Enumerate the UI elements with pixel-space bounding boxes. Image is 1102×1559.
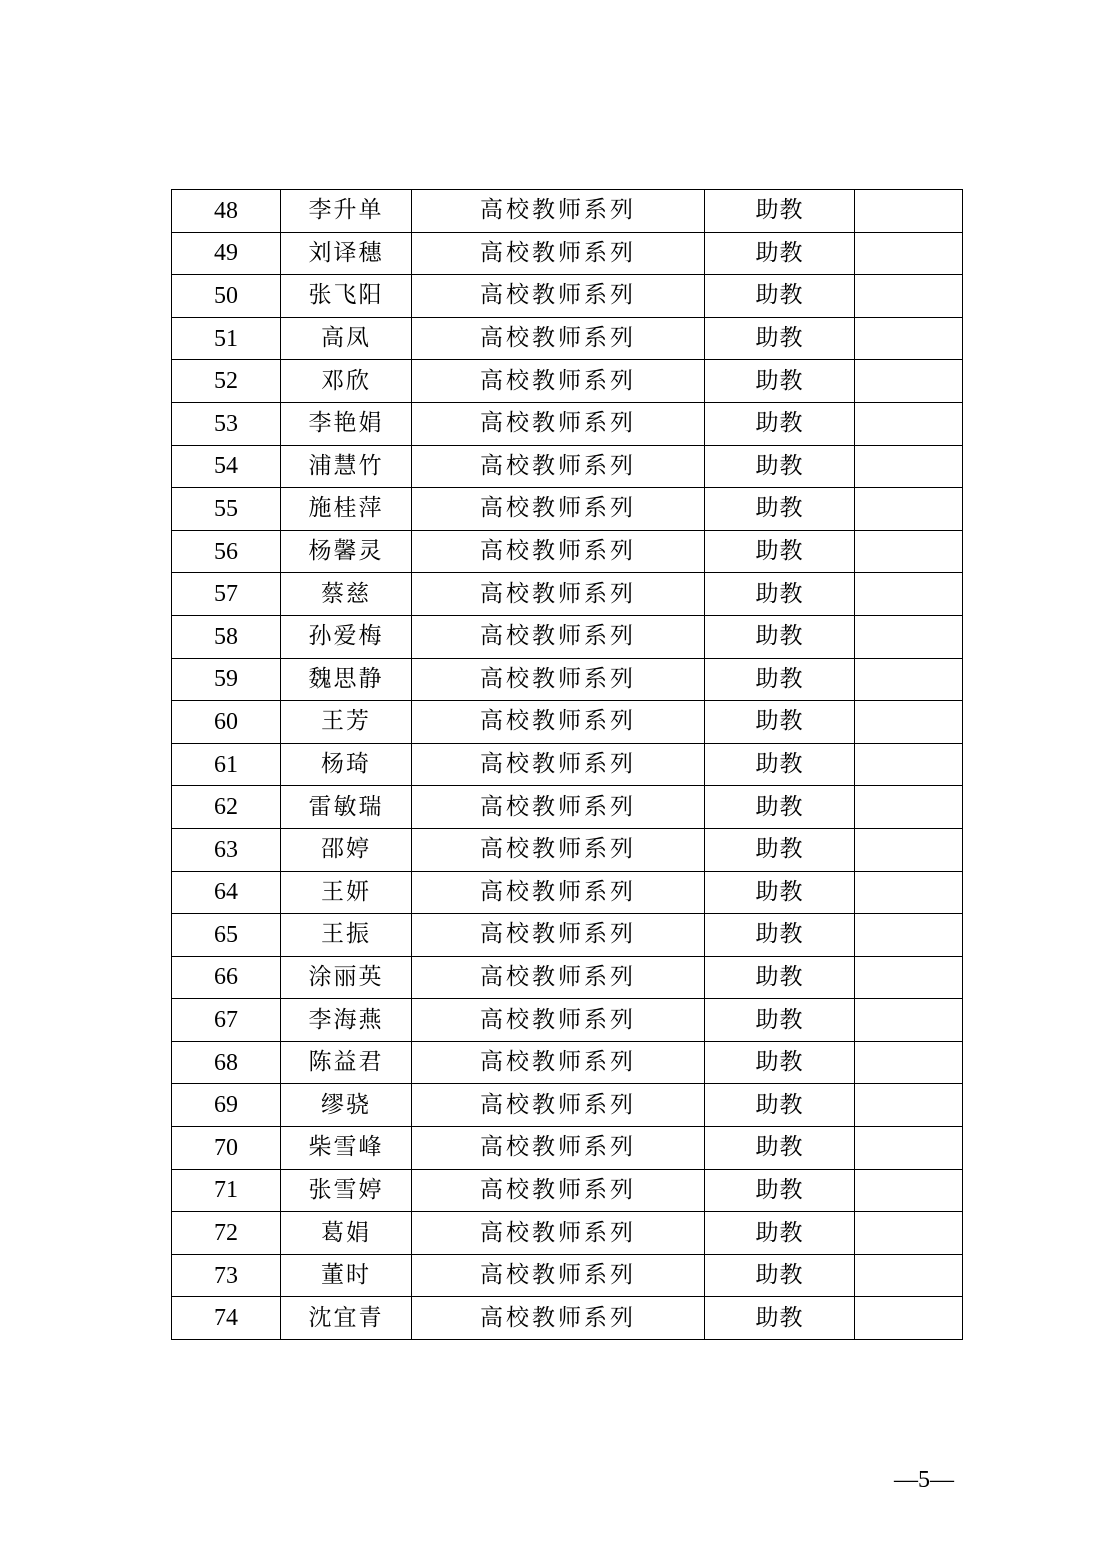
name-cell: 沈宜青	[281, 1297, 412, 1340]
row-number-cell: 58	[172, 615, 281, 658]
title-cell: 助教	[705, 1041, 855, 1084]
note-cell	[855, 275, 963, 318]
name-cell: 杨馨灵	[281, 530, 412, 573]
title-cell: 助教	[705, 275, 855, 318]
roster-table	[171, 189, 963, 1340]
name-cell: 涂丽英	[281, 956, 412, 999]
title-cell: 助教	[705, 828, 855, 871]
table-row	[172, 1297, 963, 1340]
series-cell: 高校教师系列	[412, 1297, 705, 1340]
name-cell: 王振	[281, 914, 412, 957]
title-cell: 助教	[705, 999, 855, 1042]
title-cell: 助教	[705, 1297, 855, 1340]
table-row	[172, 1169, 963, 1212]
note-cell	[855, 488, 963, 531]
series-cell: 高校教师系列	[412, 232, 705, 275]
note-cell	[855, 743, 963, 786]
note-cell	[855, 1212, 963, 1255]
row-number-cell: 55	[172, 488, 281, 531]
name-cell: 邓欣	[281, 360, 412, 403]
row-number-cell: 57	[172, 573, 281, 616]
title-cell: 助教	[705, 488, 855, 531]
series-cell: 高校教师系列	[412, 275, 705, 318]
table-row	[172, 488, 963, 531]
note-cell	[855, 658, 963, 701]
name-cell: 张飞阳	[281, 275, 412, 318]
title-cell: 助教	[705, 445, 855, 488]
table-row	[172, 999, 963, 1042]
title-cell: 助教	[705, 743, 855, 786]
name-cell: 董时	[281, 1254, 412, 1297]
table-row	[172, 573, 963, 616]
name-cell: 邵婷	[281, 828, 412, 871]
table-row	[172, 402, 963, 445]
table-row	[172, 743, 963, 786]
note-cell	[855, 1084, 963, 1127]
note-cell	[855, 828, 963, 871]
title-cell: 助教	[705, 402, 855, 445]
page-number: —5—	[894, 1467, 954, 1493]
note-cell	[855, 317, 963, 360]
name-cell: 柴雪峰	[281, 1127, 412, 1170]
row-number-cell: 48	[172, 190, 281, 233]
note-cell	[855, 956, 963, 999]
title-cell: 助教	[705, 1169, 855, 1212]
roster-table-body	[172, 190, 963, 1340]
series-cell: 高校教师系列	[412, 1169, 705, 1212]
series-cell: 高校教师系列	[412, 999, 705, 1042]
name-cell: 葛娟	[281, 1212, 412, 1255]
name-cell: 施桂萍	[281, 488, 412, 531]
note-cell	[855, 530, 963, 573]
series-cell: 高校教师系列	[412, 786, 705, 829]
name-cell: 高凤	[281, 317, 412, 360]
title-cell: 助教	[705, 701, 855, 744]
row-number-cell: 67	[172, 999, 281, 1042]
note-cell	[855, 573, 963, 616]
row-number-cell: 61	[172, 743, 281, 786]
table-row	[172, 701, 963, 744]
table-row	[172, 445, 963, 488]
name-cell: 王妍	[281, 871, 412, 914]
series-cell: 高校教师系列	[412, 445, 705, 488]
row-number-cell: 73	[172, 1254, 281, 1297]
series-cell: 高校教师系列	[412, 1254, 705, 1297]
name-cell: 孙爱梅	[281, 615, 412, 658]
series-cell: 高校教师系列	[412, 360, 705, 403]
title-cell: 助教	[705, 871, 855, 914]
series-cell: 高校教师系列	[412, 488, 705, 531]
table-row	[172, 1254, 963, 1297]
table-row	[172, 1212, 963, 1255]
title-cell: 助教	[705, 658, 855, 701]
series-cell: 高校教师系列	[412, 701, 705, 744]
row-number-cell: 59	[172, 658, 281, 701]
row-number-cell: 66	[172, 956, 281, 999]
title-cell: 助教	[705, 360, 855, 403]
title-cell: 助教	[705, 573, 855, 616]
table-row	[172, 956, 963, 999]
note-cell	[855, 701, 963, 744]
row-number-cell: 62	[172, 786, 281, 829]
table-row	[172, 232, 963, 275]
note-cell	[855, 615, 963, 658]
name-cell: 李海燕	[281, 999, 412, 1042]
table-row	[172, 1041, 963, 1084]
note-cell	[855, 190, 963, 233]
name-cell: 刘译穗	[281, 232, 412, 275]
row-number-cell: 56	[172, 530, 281, 573]
row-number-cell: 69	[172, 1084, 281, 1127]
title-cell: 助教	[705, 786, 855, 829]
table-row	[172, 190, 963, 233]
row-number-cell: 63	[172, 828, 281, 871]
series-cell: 高校教师系列	[412, 1212, 705, 1255]
row-number-cell: 51	[172, 317, 281, 360]
series-cell: 高校教师系列	[412, 1041, 705, 1084]
title-cell: 助教	[705, 1212, 855, 1255]
series-cell: 高校教师系列	[412, 615, 705, 658]
row-number-cell: 70	[172, 1127, 281, 1170]
table-row	[172, 871, 963, 914]
note-cell	[855, 232, 963, 275]
title-cell: 助教	[705, 1084, 855, 1127]
series-cell: 高校教师系列	[412, 828, 705, 871]
series-cell: 高校教师系列	[412, 743, 705, 786]
table-row	[172, 615, 963, 658]
name-cell: 缪骁	[281, 1084, 412, 1127]
row-number-cell: 65	[172, 914, 281, 957]
series-cell: 高校教师系列	[412, 1127, 705, 1170]
title-cell: 助教	[705, 1254, 855, 1297]
note-cell	[855, 360, 963, 403]
series-cell: 高校教师系列	[412, 871, 705, 914]
title-cell: 助教	[705, 956, 855, 999]
note-cell	[855, 1297, 963, 1340]
row-number-cell: 71	[172, 1169, 281, 1212]
title-cell: 助教	[705, 190, 855, 233]
name-cell: 蔡慈	[281, 573, 412, 616]
note-cell	[855, 1254, 963, 1297]
series-cell: 高校教师系列	[412, 530, 705, 573]
name-cell: 李艳娟	[281, 402, 412, 445]
title-cell: 助教	[705, 914, 855, 957]
note-cell	[855, 999, 963, 1042]
series-cell: 高校教师系列	[412, 317, 705, 360]
row-number-cell: 53	[172, 402, 281, 445]
name-cell: 杨琦	[281, 743, 412, 786]
title-cell: 助教	[705, 615, 855, 658]
row-number-cell: 49	[172, 232, 281, 275]
name-cell: 魏思静	[281, 658, 412, 701]
note-cell	[855, 1169, 963, 1212]
table-row	[172, 1127, 963, 1170]
table-row	[172, 828, 963, 871]
title-cell: 助教	[705, 530, 855, 573]
table-row	[172, 360, 963, 403]
row-number-cell: 50	[172, 275, 281, 318]
table-row	[172, 658, 963, 701]
title-cell: 助教	[705, 1127, 855, 1170]
table-row	[172, 275, 963, 318]
series-cell: 高校教师系列	[412, 914, 705, 957]
name-cell: 王芳	[281, 701, 412, 744]
name-cell: 张雪婷	[281, 1169, 412, 1212]
series-cell: 高校教师系列	[412, 1084, 705, 1127]
table-row	[172, 914, 963, 957]
name-cell: 雷敏瑞	[281, 786, 412, 829]
note-cell	[855, 1041, 963, 1084]
row-number-cell: 54	[172, 445, 281, 488]
note-cell	[855, 1127, 963, 1170]
row-number-cell: 52	[172, 360, 281, 403]
name-cell: 李升单	[281, 190, 412, 233]
row-number-cell: 74	[172, 1297, 281, 1340]
name-cell: 浦慧竹	[281, 445, 412, 488]
note-cell	[855, 786, 963, 829]
note-cell	[855, 914, 963, 957]
series-cell: 高校教师系列	[412, 658, 705, 701]
note-cell	[855, 871, 963, 914]
series-cell: 高校教师系列	[412, 956, 705, 999]
table-row	[172, 786, 963, 829]
title-cell: 助教	[705, 317, 855, 360]
name-cell: 陈益君	[281, 1041, 412, 1084]
table-row	[172, 530, 963, 573]
row-number-cell: 64	[172, 871, 281, 914]
note-cell	[855, 445, 963, 488]
table-row	[172, 1084, 963, 1127]
title-cell: 助教	[705, 232, 855, 275]
note-cell	[855, 402, 963, 445]
table-row	[172, 317, 963, 360]
series-cell: 高校教师系列	[412, 573, 705, 616]
series-cell: 高校教师系列	[412, 190, 705, 233]
row-number-cell: 68	[172, 1041, 281, 1084]
row-number-cell: 72	[172, 1212, 281, 1255]
row-number-cell: 60	[172, 701, 281, 744]
series-cell: 高校教师系列	[412, 402, 705, 445]
